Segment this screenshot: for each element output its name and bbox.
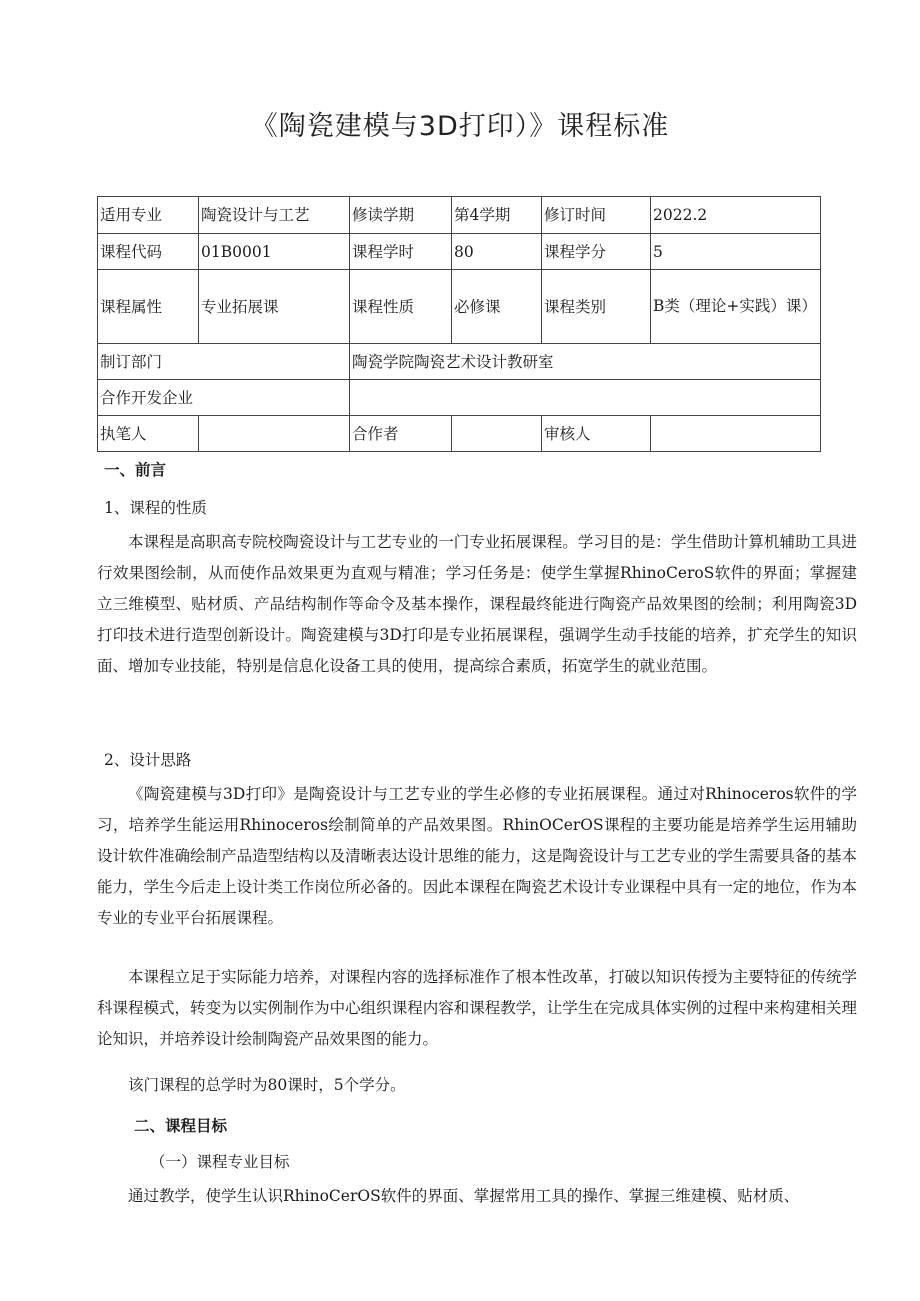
table-row [98, 270, 821, 344]
table-cell: 课程属性 [98, 270, 199, 344]
table-cell: 课程性质 [350, 270, 452, 344]
table-row [98, 234, 821, 270]
table-cell [651, 416, 821, 452]
section-heading: 二、课程目标 [134, 1117, 228, 1135]
subsection-heading: 1、课程的性质 [104, 499, 207, 517]
table-cell: 陶瓷设计与工艺 [199, 197, 350, 234]
table-cell: 第4学期 [452, 197, 542, 234]
paragraph: 通过教学，使学生认识RhinoCerOS软件的界面、掌握常用工具的操作、掌握三维建模、贴材质、 [128, 1187, 800, 1205]
table-cell: 修读学期 [350, 197, 452, 234]
table-cell [199, 416, 350, 452]
table-row [98, 380, 821, 416]
paragraph: 《陶瓷建模与3D打印》是陶瓷设计与工艺专业的学生必修的专业拓展课程。通过对Rhinoceros软件的学习，培养学生能运用Rhinoceros绘制简单的产品效果图。RhinOCerOS课程的主要功能是培养学生运用辅助设计软件准确绘制产品造型结构以及清晰表达设计思维的能力，这是陶瓷设计与工艺专业的学生需要具备的基本能力，学生今后走上设计类工作岗位所必备的。因此本课程在陶瓷艺术设计专业课程中具有一定的地位，作为本专业的专业平台拓展课程。 [97, 785, 857, 927]
course-info-table [97, 196, 821, 452]
table-cell: 审核人 [542, 416, 651, 452]
table-cell [452, 416, 542, 452]
table-cell: 课程类别 [542, 270, 651, 344]
subsection-heading: （一）课程专业目标 [150, 1153, 290, 1171]
paragraph: 本课程是高职高专院校陶瓷设计与工艺专业的一门专业拓展课程。学习目的是：学生借助计算机辅助工具进行效果图绘制，从而使作品效果更为直观与精准；学习任务是：使学生掌握RhinoCeroS软件的界面；掌握建立三维模型、贴材质、产品结构制作等命令及基本操作，课程最终能进行陶瓷产品效果图的绘制；利用陶瓷3D打印技术进行造型创新设计。陶瓷建模与3D打印是专业拓展课程，强调学生动手技能的培养，扩充学生的知识面、增加专业技能，特别是信息化设备工具的使用，提高综合素质，拓宽学生的就业范围。 [97, 533, 857, 675]
table-cell: 5 [651, 234, 821, 270]
table-cell: 课程代码 [98, 234, 199, 270]
table-cell: 执笔人 [98, 416, 199, 452]
table-cell: 课程学分 [542, 234, 651, 270]
table-cell: 合作者 [350, 416, 452, 452]
table-cell: 2022.2 [651, 197, 821, 234]
subsection-heading: 2、设计思路 [104, 751, 192, 769]
table-cell [350, 380, 821, 416]
table-cell: 适用专业 [98, 197, 199, 234]
section-heading: 一、前言 [104, 461, 167, 479]
table-cell: 陶瓷学院陶瓷艺术设计教研室 [350, 344, 821, 380]
page-title: 《陶瓷建模与3D打印）》课程标准 [250, 111, 670, 142]
paragraph: 本课程立足于实际能力培养，对课程内容的选择标准作了根本性改革，打破以知识传授为主要特征的传统学科课程模式，转变为以实例制作为中心组织课程内容和课程教学，让学生在完成具体实例的过程中来构建相关理论知识，并培养设计绘制陶瓷产品效果图的能力。 [97, 968, 857, 1048]
table-cell: 必修课 [452, 270, 542, 344]
table-row [98, 416, 821, 452]
table-row [98, 344, 821, 380]
table-cell: 修订时间 [542, 197, 651, 234]
table-cell: 01B0001 [199, 234, 350, 270]
table-cell: 制订部门 [98, 344, 350, 380]
table-cell: B类（理论+实践）课） [651, 270, 821, 344]
table-cell: 80 [452, 234, 542, 270]
paragraph: 该门课程的总学时为80课时，5个学分。 [128, 1076, 406, 1094]
table-cell: 课程学时 [350, 234, 452, 270]
table-cell: 专业拓展课 [199, 270, 350, 344]
table-cell: 合作开发企业 [98, 380, 350, 416]
table-row [98, 197, 821, 234]
